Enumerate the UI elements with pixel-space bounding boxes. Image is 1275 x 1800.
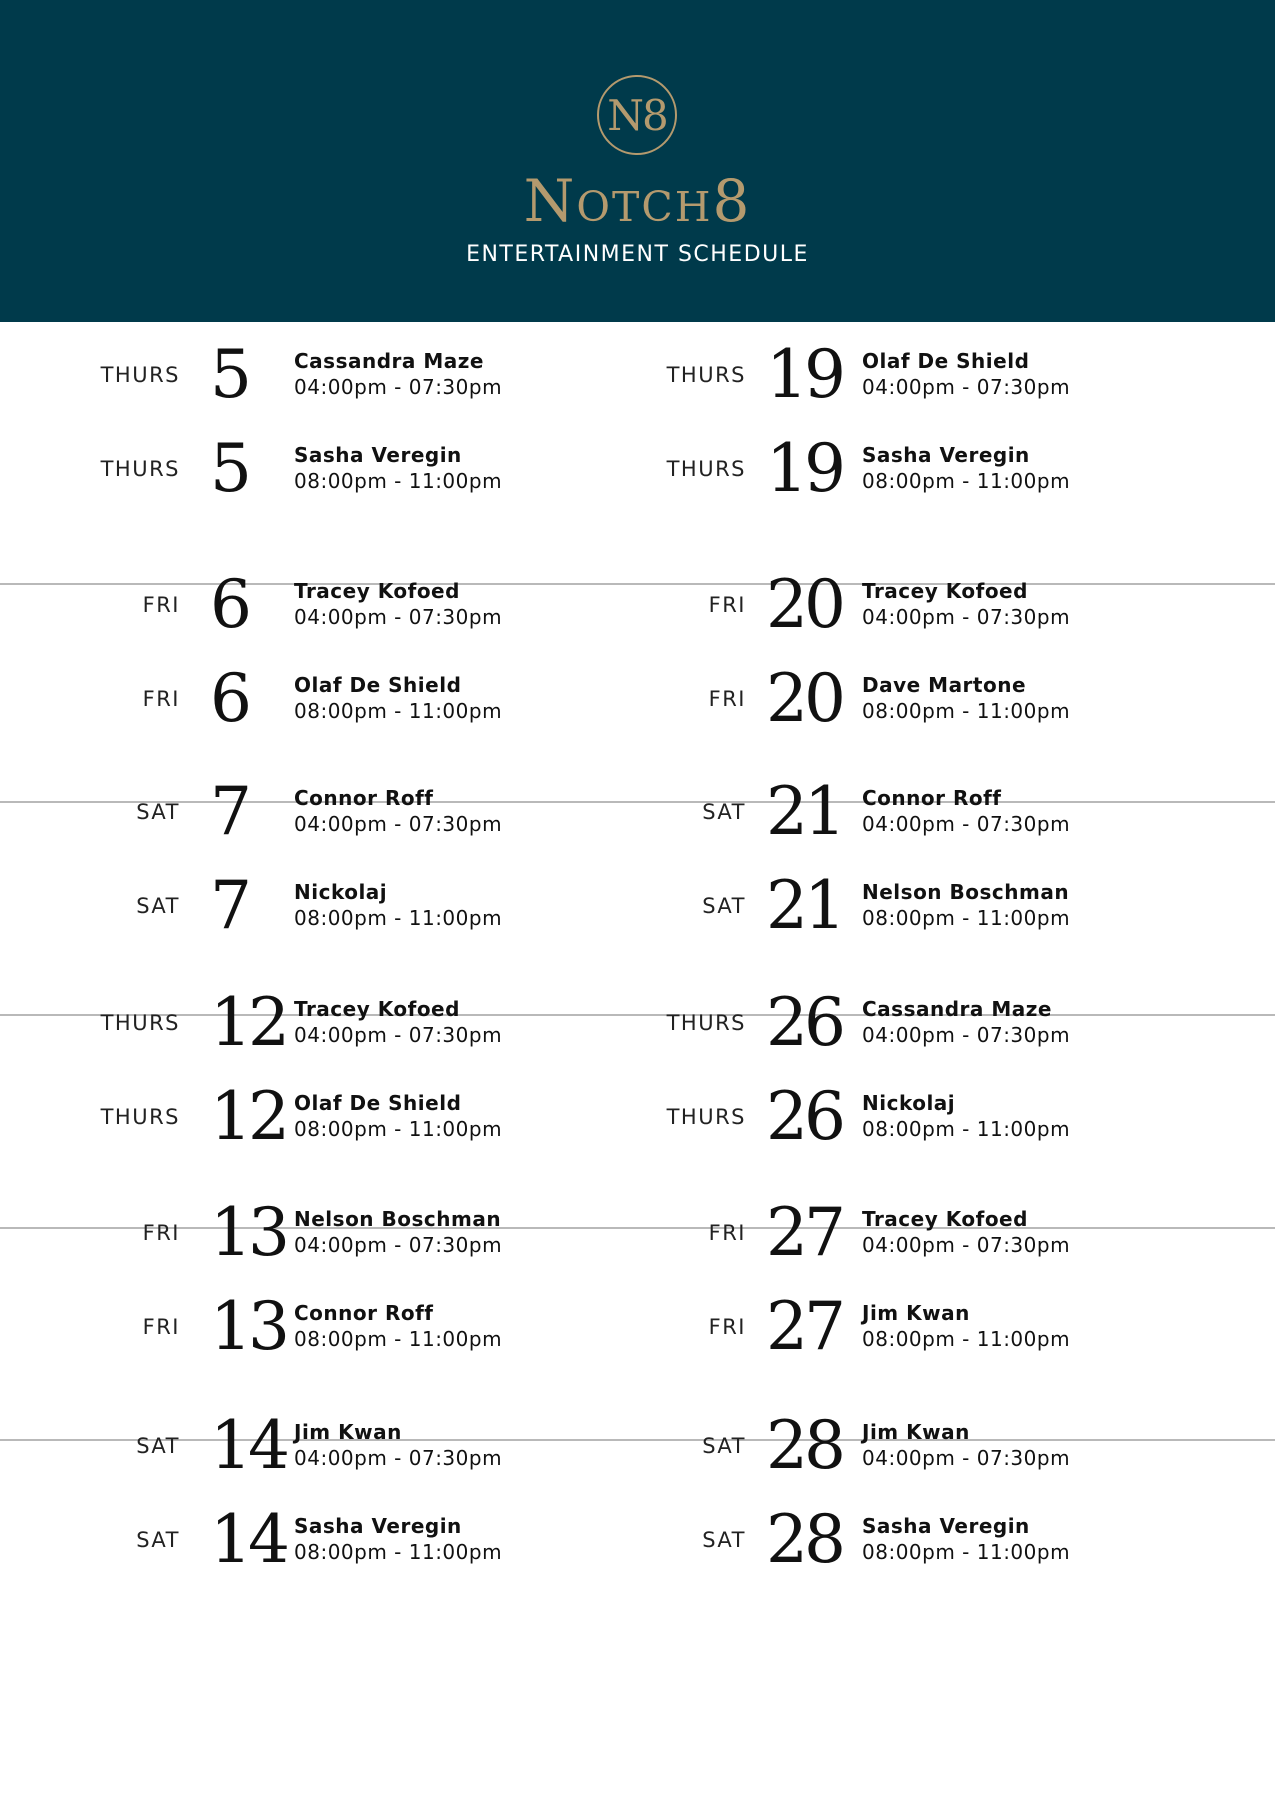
entry-date: 21	[766, 773, 842, 850]
entry-date: 6	[210, 566, 248, 643]
performer-name: Sasha Veregin	[862, 443, 1030, 467]
entry-details	[862, 348, 1070, 400]
entry-details	[862, 1419, 1070, 1471]
entry-details	[862, 578, 1070, 630]
performance-time: 04:00pm - 07:30pm	[294, 375, 503, 399]
performance-time: 08:00pm - 11:00pm	[294, 469, 503, 493]
schedule-entry	[0, 1277, 1275, 1377]
schedule-entry	[0, 762, 1275, 862]
schedule-entry	[0, 649, 1275, 749]
entry-date: 14	[210, 1501, 286, 1578]
entry-date: 14	[210, 1407, 286, 1484]
performer-name: Jim Kwan	[862, 1420, 970, 1444]
entry-day: THURS	[100, 1011, 180, 1035]
performer-name: Jim Kwan	[294, 1420, 402, 1444]
schedule-entry	[0, 973, 1275, 1073]
entry-day: SAT	[702, 894, 746, 918]
performance-time: 04:00pm - 07:30pm	[862, 605, 1071, 629]
entry-date: 7	[210, 867, 248, 944]
performer-name: Sasha Veregin	[294, 443, 462, 467]
performer-name: Connor Roff	[294, 786, 434, 810]
performance-time: 04:00pm - 07:30pm	[294, 605, 503, 629]
performance-time: 04:00pm - 07:30pm	[862, 1233, 1071, 1257]
performer-name: Nickolaj	[862, 1091, 956, 1115]
entry-date: 27	[766, 1288, 842, 1365]
entry-day: THURS	[100, 457, 180, 481]
performance-time: 08:00pm - 11:00pm	[862, 1327, 1071, 1351]
entry-date: 12	[210, 1078, 286, 1155]
performance-time: 04:00pm - 07:30pm	[862, 1446, 1071, 1470]
performer-name: Cassandra Maze	[862, 997, 1052, 1021]
performance-time: 08:00pm - 11:00pm	[862, 1117, 1071, 1141]
schedule-entry	[0, 325, 1275, 425]
performance-time: 08:00pm - 11:00pm	[862, 1540, 1071, 1564]
entry-date: 21	[766, 867, 842, 944]
performance-time: 08:00pm - 11:00pm	[294, 699, 503, 723]
page-subtitle: ENTERTAINMENT SCHEDULE	[466, 242, 809, 267]
performance-time: 08:00pm - 11:00pm	[294, 906, 503, 930]
performance-time: 04:00pm - 07:30pm	[294, 812, 503, 836]
entry-details	[862, 879, 1070, 931]
entry-day: FRI	[142, 1221, 180, 1245]
performance-time: 04:00pm - 07:30pm	[862, 812, 1071, 836]
performance-time: 04:00pm - 07:30pm	[294, 1446, 503, 1470]
entry-details	[862, 785, 1070, 837]
performer-name: Tracey Kofoed	[294, 997, 460, 1021]
schedule-entry	[0, 419, 1275, 519]
entry-date: 28	[766, 1407, 842, 1484]
performer-name: Olaf De Shield	[294, 1091, 462, 1115]
performance-time: 08:00pm - 11:00pm	[862, 469, 1071, 493]
entry-details	[862, 1090, 1070, 1142]
schedule-entry	[0, 1490, 1275, 1590]
entry-date: 19	[766, 430, 842, 507]
entry-day: THURS	[666, 1011, 746, 1035]
entry-day: FRI	[142, 593, 180, 617]
performance-time: 08:00pm - 11:00pm	[294, 1117, 503, 1141]
entry-day: THURS	[100, 363, 180, 387]
schedule-entry	[0, 555, 1275, 655]
entry-date: 5	[210, 336, 248, 413]
entry-details	[862, 1300, 1070, 1352]
performer-name: Nelson Boschman	[294, 1207, 502, 1231]
performer-name: Dave Martone	[862, 673, 1027, 697]
schedule-entry	[0, 1396, 1275, 1496]
entry-date: 13	[210, 1194, 286, 1271]
performer-name: Connor Roff	[862, 786, 1002, 810]
entry-date: 7	[210, 773, 248, 850]
entry-details	[862, 1206, 1070, 1258]
entry-day: FRI	[142, 1315, 180, 1339]
entry-date: 27	[766, 1194, 842, 1271]
performer-name: Nickolaj	[294, 880, 388, 904]
entry-day: SAT	[136, 1528, 180, 1552]
performer-name: Olaf De Shield	[862, 349, 1030, 373]
entry-details	[862, 996, 1070, 1048]
schedule-entry	[0, 856, 1275, 956]
performer-name: Cassandra Maze	[294, 349, 484, 373]
entry-date: 20	[766, 566, 842, 643]
schedule-entry	[0, 1183, 1275, 1283]
entry-day: THURS	[666, 1105, 746, 1129]
performer-name: Jim Kwan	[862, 1301, 970, 1325]
entry-date: 20	[766, 660, 842, 737]
performance-time: 08:00pm - 11:00pm	[862, 699, 1071, 723]
entry-details	[862, 672, 1070, 724]
performance-time: 04:00pm - 07:30pm	[862, 375, 1071, 399]
performance-time: 04:00pm - 07:30pm	[862, 1023, 1071, 1047]
entry-date: 26	[766, 1078, 842, 1155]
entry-date: 13	[210, 1288, 286, 1365]
performance-time: 08:00pm - 11:00pm	[294, 1327, 503, 1351]
entry-day: THURS	[666, 363, 746, 387]
entry-day: SAT	[136, 800, 180, 824]
entry-day: FRI	[142, 687, 180, 711]
monogram-logo-icon	[597, 75, 677, 155]
entry-day: SAT	[136, 894, 180, 918]
performer-name: Tracey Kofoed	[862, 579, 1028, 603]
entry-day: SAT	[136, 1434, 180, 1458]
entry-day: FRI	[708, 1221, 746, 1245]
entry-date: 26	[766, 984, 842, 1061]
entry-day: FRI	[708, 593, 746, 617]
entry-day: FRI	[708, 687, 746, 711]
monogram-text: N8	[607, 90, 667, 140]
entry-date: 5	[210, 430, 248, 507]
brand-name: Notch8	[523, 167, 752, 235]
performance-time: 04:00pm - 07:30pm	[294, 1233, 503, 1257]
performer-name: Olaf De Shield	[294, 673, 462, 697]
schedule-entry	[0, 1067, 1275, 1167]
entry-date: 6	[210, 660, 248, 737]
performance-time: 04:00pm - 07:30pm	[294, 1023, 503, 1047]
performer-name: Tracey Kofoed	[294, 579, 460, 603]
performance-time: 08:00pm - 11:00pm	[862, 906, 1071, 930]
entry-date: 19	[766, 336, 842, 413]
performer-name: Sasha Veregin	[862, 1514, 1030, 1538]
entry-day: FRI	[708, 1315, 746, 1339]
performer-name: Nelson Boschman	[862, 880, 1070, 904]
performer-name: Connor Roff	[294, 1301, 434, 1325]
entry-day: SAT	[702, 800, 746, 824]
entry-date: 12	[210, 984, 286, 1061]
entry-day: SAT	[702, 1434, 746, 1458]
entry-day: THURS	[666, 457, 746, 481]
header-banner	[0, 0, 1275, 322]
entry-details	[862, 442, 1070, 494]
entry-day: THURS	[100, 1105, 180, 1129]
entry-details	[862, 1513, 1070, 1565]
performer-name: Tracey Kofoed	[862, 1207, 1028, 1231]
entry-date: 28	[766, 1501, 842, 1578]
entry-day: SAT	[702, 1528, 746, 1552]
performer-name: Sasha Veregin	[294, 1514, 462, 1538]
performance-time: 08:00pm - 11:00pm	[294, 1540, 503, 1564]
